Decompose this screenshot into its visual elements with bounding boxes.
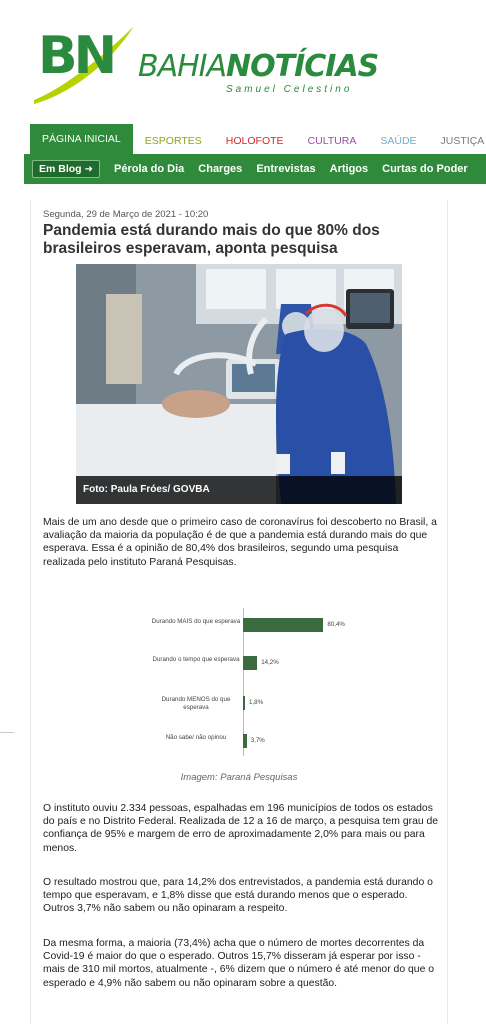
tab-pagina-inicial[interactable]: PÁGINA INICIAL [30, 124, 133, 154]
em-blog-button[interactable] [32, 160, 100, 178]
article-title: Pandemia está durando mais do que 80% dos brasileiros esperavam, aponta pesquisa [43, 222, 380, 257]
article-paragraph-1: O instituto ouviu 2.334 pessoas, espalhadas em 196 municípios de todos os estados do país e no Distrito Federal. Realizada de 12 a 16 de março, a pesquisa tem grau de confiança de 95% e margem de erro de aproximadamente 2,0% para mais ou para menos. [43, 803, 439, 854]
chart-category-label: Durando MAIS do que esperava [151, 618, 241, 625]
tab-justica[interactable]: JUSTIÇA [440, 135, 485, 147]
tab-holofote[interactable]: HOLOFOTE [225, 135, 284, 147]
article-photo[interactable] [76, 264, 402, 504]
chart-bar [243, 734, 247, 748]
main-navigation [30, 124, 486, 154]
chart-value-label: 80,4% [327, 621, 345, 628]
subnav-item-perola-do-dia[interactable]: Pérola do Dia [113, 163, 185, 175]
logo-wordmark: BAHIANOTÍCIAS [138, 49, 379, 84]
article-date: Segunda, 29 de Março de 2021 - 10:20 [43, 209, 209, 220]
arrow-up-icon: ➜ [84, 163, 93, 175]
photo-caption: Foto: Paula Fróes/ GOVBA [76, 476, 402, 504]
chart-category-label: Durando o tempo que esperava [152, 656, 240, 663]
survey-chart [151, 608, 351, 758]
logo-mark: BN [38, 26, 114, 86]
chart-bar [243, 696, 245, 710]
chart-bar [243, 618, 323, 632]
chart-bar [243, 656, 257, 670]
subnav-item-curtas-do-poder[interactable]: Curtas do Poder [382, 163, 468, 175]
tab-esportes[interactable]: ESPORTES [144, 135, 202, 147]
chart-category-label: Durando MENOS do que esperava [161, 696, 231, 711]
tab-cultura[interactable]: CULTURA [307, 135, 357, 147]
divider [0, 732, 14, 733]
subnav-item-artigos[interactable]: Artigos [329, 163, 369, 175]
image-caption: Imagem: Paraná Pesquisas [180, 772, 298, 783]
site-logo[interactable] [30, 20, 379, 115]
chart-value-label: 14,2% [261, 659, 279, 666]
tab-saude[interactable]: SAÚDE [380, 135, 417, 147]
article-lead: Mais de um ano desde que o primeiro caso de coronavírus foi descoberto no Brasil, a avaliação da maioria da população é de que a pandemia está durando mais do que esperava. Essa é a opinião de 80,4% dos brasileiros, segundo uma pesquisa realizada pelo instituto Paraná Pesquisas. [43, 517, 437, 568]
sub-navigation [24, 154, 486, 184]
icu-scene-illustration [76, 264, 402, 504]
chart-value-label: 3,7% [250, 737, 265, 744]
subnav-item-entrevistas[interactable]: Entrevistas [256, 163, 316, 175]
article-paragraph-2: O resultado mostrou que, para 14,2% dos entrevistados, a pandemia está durando o tempo que esperavam, e 1,8% disse que está durando menos que o esperado. Outros 3,7% não sabem ou não opinaram a respeito. [43, 877, 433, 915]
article-paragraph-3: Da mesma forma, a maioria (73,4%) acha que o número de mortes decorrentes da Covid-19 é maior do que o esperado. Outros 15,7% disseram já esperar por isso - mais de 310 mil mortos, atualmente -, 6% dizem que o número é até menor do que o esperado e 4,9% não sabem ou não opinaram sobre a questão. [43, 938, 435, 989]
chart-value-label: 1,8% [249, 699, 264, 706]
subnav-item-charges[interactable]: Charges [198, 163, 243, 175]
article [30, 200, 448, 1024]
chart-category-label: Não sabe/ não opinou [165, 734, 227, 741]
logo-tagline: Samuel Celestino [226, 84, 353, 95]
em-blog-label: Em Blog [39, 163, 82, 175]
